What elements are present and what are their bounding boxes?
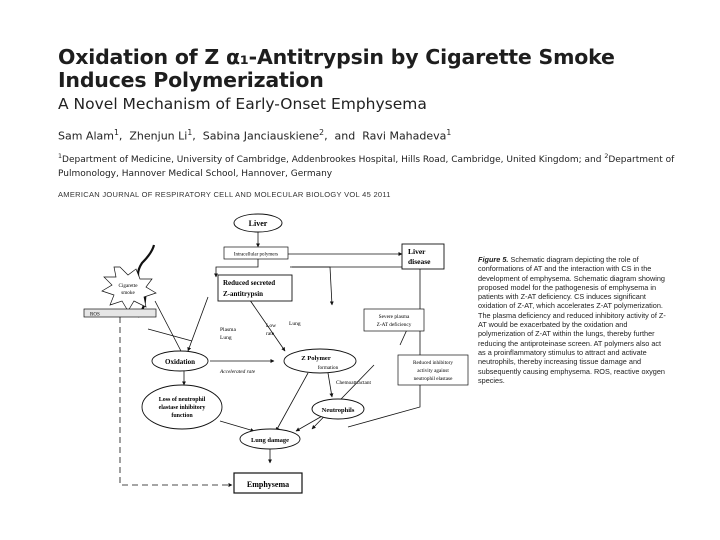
z-polymer-label: formation bbox=[317, 365, 339, 371]
z-polymer-label: Z Polymer bbox=[301, 355, 331, 362]
loss-function-label: elastase inhibitory bbox=[158, 405, 206, 411]
author-name: Sabina Janciauskiene bbox=[202, 129, 320, 143]
edge-label-chemoattractant: Chemoattractant bbox=[336, 380, 372, 386]
severe-deficiency-label: Z-AT deficiency bbox=[376, 322, 412, 328]
author-name: Zhenjun Li bbox=[129, 129, 188, 143]
pathogenesis-diagram bbox=[80, 205, 480, 505]
edge-label-plasma: Plasma bbox=[220, 327, 236, 333]
edge-label-lung: Lung bbox=[289, 321, 301, 327]
author-affiliation-mark: 1 bbox=[113, 128, 119, 137]
caption-text: Schematic diagram depicting the role of conformations of AT and the interaction with CS in the development of emphysema. Schematic diagram showing proposed model for the pathogenesis of emphysema in patients with Z-AT deficiency. CS induces significant oxidation of Z-AT, which accelerates Z-AT polymerization. The plasma deficiency and reduced inhibitory activity of Z-AT would be exacerbated by the oxidation and polymerization of Z-AT within the lungs, thereby further reducing the antiproteinase screen. AT polymers also act as a proinflammatory stimulus to attract and activate neutrophils, thereby increasing tissue damage and subsequently causing emphysema. ROS, reactive oxygen species. bbox=[478, 255, 666, 385]
reduced-inhibitory-label: neutrophil elastase bbox=[413, 376, 453, 382]
severe-deficiency-label: Severe plasma bbox=[378, 314, 410, 320]
loss-function-label: Loss of neutrophil bbox=[158, 397, 206, 403]
affiliations bbox=[58, 150, 683, 181]
liver-disease-label: disease bbox=[408, 257, 431, 266]
oxidation-label: Oxidation bbox=[165, 358, 195, 366]
emphysema-label: Emphysema bbox=[246, 480, 290, 489]
affiliation-mark: 1 bbox=[58, 153, 63, 160]
cigarette-label: smoke bbox=[121, 290, 135, 296]
reduced-secreted-label: Reduced secreted bbox=[223, 279, 276, 287]
edge-label-rate: rate bbox=[266, 331, 275, 337]
author-name: Ravi Mahadeva bbox=[362, 129, 447, 143]
paper-title bbox=[58, 46, 615, 92]
liver-label: Liver bbox=[248, 219, 268, 228]
loss-function-label: function bbox=[171, 413, 193, 419]
neutrophils-label: Neutrophils bbox=[321, 407, 355, 414]
author-affiliation-mark: 1 bbox=[446, 128, 452, 137]
ros-label: ROS bbox=[90, 312, 100, 318]
affiliation-2: Department of Pulmonology, Hannover Medical School, Hannover, Germany bbox=[58, 155, 675, 179]
caption-label: Figure 5. bbox=[478, 255, 509, 264]
cigarette-smoke-burst bbox=[102, 267, 156, 311]
reduced-inhibitory-label: activity against bbox=[417, 368, 449, 374]
reduced-secreted-label: Z-antitrypsin bbox=[223, 290, 264, 298]
edge-label-accelerated: Accelerated rate bbox=[220, 369, 256, 375]
intracellular-label: Intracellular polymers bbox=[233, 252, 279, 258]
liver-disease-label: Liver bbox=[408, 247, 426, 256]
author-affiliation-mark: 2 bbox=[319, 128, 325, 137]
paper-subtitle: A Novel Mechanism of Early-Onset Emphysema bbox=[58, 95, 427, 113]
reduced-inhibitory-label: Reduced inhibitory bbox=[413, 360, 453, 366]
affiliation-1: Department of Medicine, University of Cambridge, Addenbrookes Hospital, Hills Road, Cambridge, United Kingdom; and bbox=[62, 155, 602, 165]
author-name: Sam Alam bbox=[58, 129, 114, 143]
title-line-2: Induces Polymerization bbox=[58, 68, 324, 92]
cigarette-label: Cigarette bbox=[118, 283, 138, 289]
figure-caption bbox=[478, 255, 668, 385]
affiliation-mark: 2 bbox=[604, 153, 609, 160]
edge-label-low: Low bbox=[266, 323, 277, 329]
lung-damage-label: Lung damage bbox=[250, 437, 290, 444]
title-line-1: Oxidation of Z α₁-Antitrypsin by Cigarette Smoke bbox=[58, 45, 615, 69]
edge-label-plasma-lung: Lung bbox=[220, 335, 232, 341]
journal-line: AMERICAN JOURNAL OF RESPIRATORY CELL AND MOLECULAR BIOLOGY VOL 45 2011 bbox=[58, 190, 391, 199]
author-affiliation-mark: 1 bbox=[187, 128, 193, 137]
author-list: Sam Alam$^1$, Zhenjun Li$^1$, Sabina Janciauskiene$^2$, and Ravi Mahadeva$^1$ bbox=[58, 128, 452, 143]
